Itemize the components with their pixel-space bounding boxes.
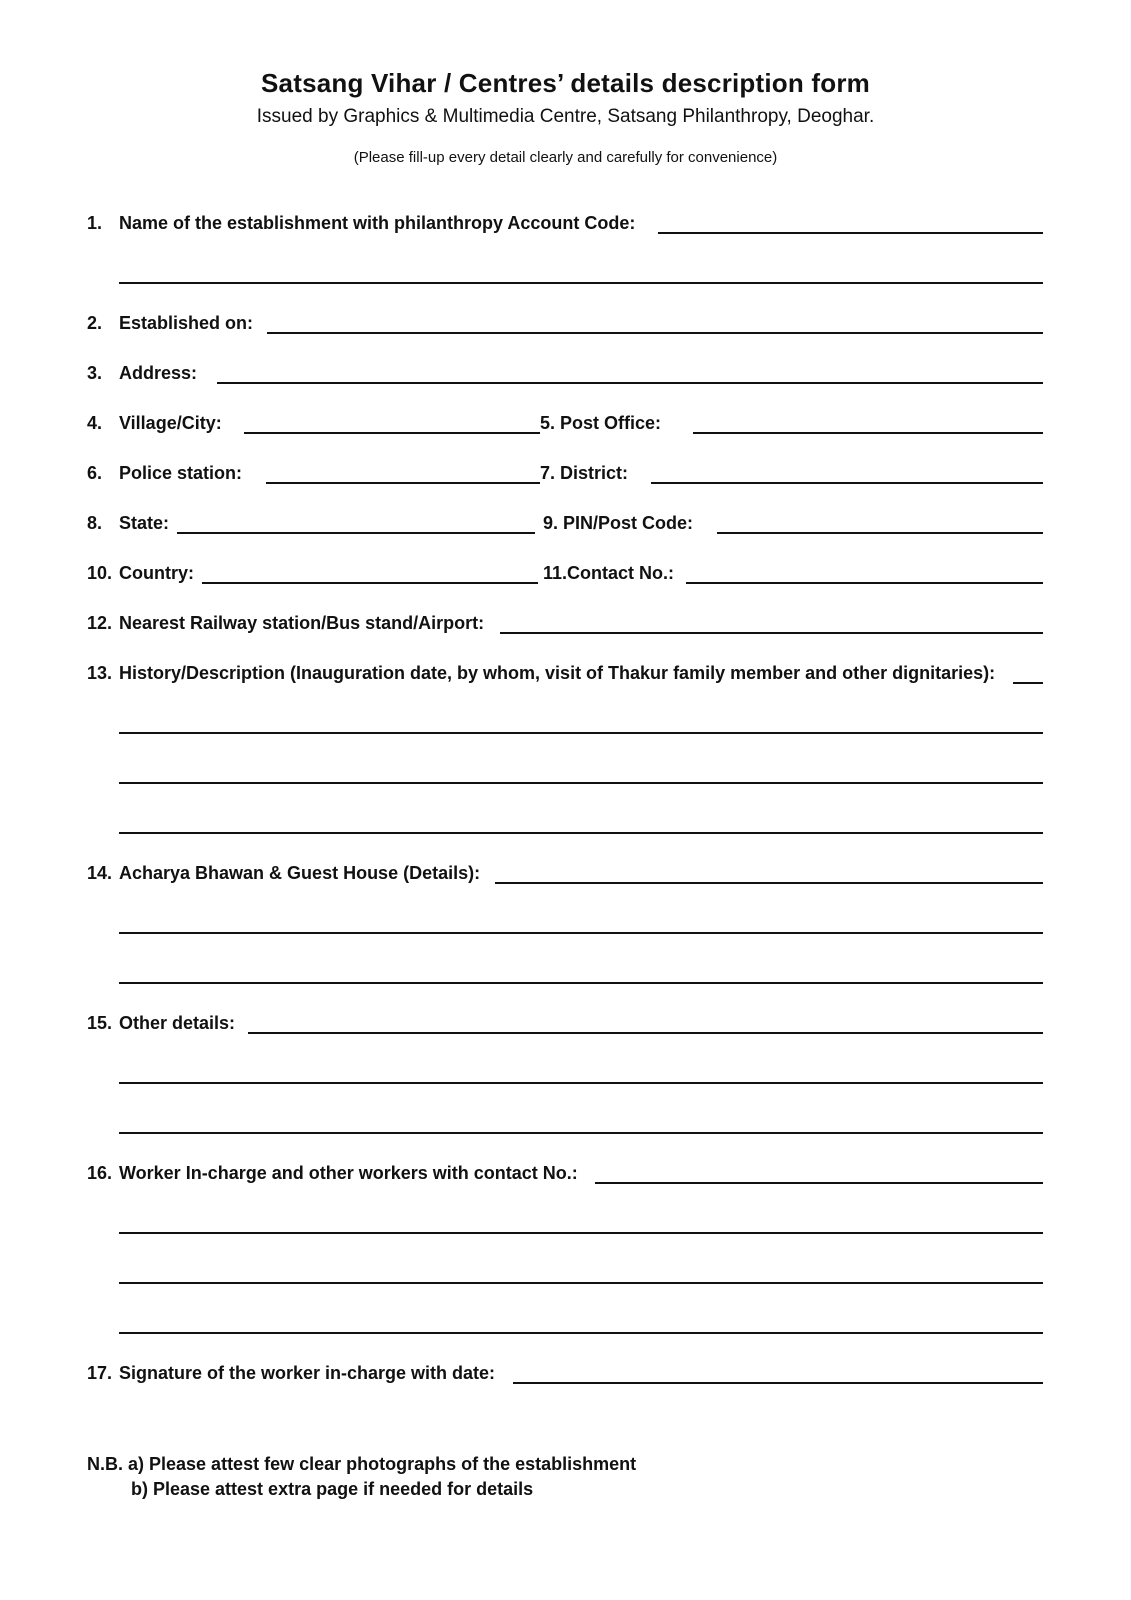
acharya-bhawan-blank[interactable]	[495, 882, 1043, 884]
field-17-signature	[87, 1363, 1065, 1387]
acharya-bhawan-blank-line-2[interactable]	[119, 932, 1043, 934]
field-12-nearest-transport	[87, 613, 1065, 637]
village-city-blank[interactable]	[244, 432, 540, 434]
field-number: 13.	[87, 663, 113, 683]
field-number: 10.	[87, 563, 113, 583]
address-blank[interactable]	[217, 382, 1043, 384]
other-details-blank-line-3[interactable]	[119, 1132, 1043, 1134]
nb-note-b: b) Please attest extra page if needed for details	[131, 1479, 534, 1499]
other-details-blank[interactable]	[248, 1032, 1043, 1034]
field-number: 6.	[87, 463, 103, 483]
history-blank[interactable]	[1013, 682, 1043, 684]
field-label: Address:	[119, 363, 198, 383]
contact-no-blank[interactable]	[686, 582, 1043, 584]
field-number: 8.	[87, 513, 103, 533]
establishment-name-blank[interactable]	[658, 232, 1043, 234]
field-2-established-on	[87, 313, 1065, 337]
form-instruction-note: (Please fill-up every detail clearly and carefully for convenience)	[353, 149, 778, 166]
field-number: 4.	[87, 413, 103, 433]
field-8-9-state-pin	[87, 513, 1065, 537]
workers-blank[interactable]	[595, 1182, 1043, 1184]
field-15-other-details	[87, 1013, 1065, 1037]
field-label: Established on:	[119, 313, 254, 333]
field-number: 12.	[87, 613, 113, 633]
other-details-blank-line-2[interactable]	[119, 1082, 1043, 1084]
signature-blank[interactable]	[513, 1382, 1043, 1384]
police-station-blank[interactable]	[266, 482, 540, 484]
established-on-blank[interactable]	[267, 332, 1043, 334]
village-city-label: Village/City:	[119, 413, 222, 433]
field-16-workers	[87, 1163, 1065, 1187]
field-label: History/Description (Inauguration date, by whom, visit of Thakur family member and other dignitaries):	[119, 663, 996, 683]
field-label: Name of the establishment with philanthropy Account Code:	[119, 213, 636, 233]
nb-note-a: N.B. a) Please attest few clear photographs of the establishment	[87, 1454, 637, 1474]
state-label: State:	[119, 513, 170, 533]
nearest-transport-blank[interactable]	[500, 632, 1043, 634]
workers-blank-line-4[interactable]	[119, 1332, 1043, 1334]
field-3-address	[87, 363, 1065, 387]
district-blank[interactable]	[651, 482, 1043, 484]
field-number: 2.	[87, 313, 103, 333]
pin-post-code-label: 9. PIN/Post Code:	[543, 513, 694, 533]
field-label: Other details:	[119, 1013, 236, 1033]
contact-no-label: 11.Contact No.:	[543, 563, 675, 583]
country-blank[interactable]	[202, 582, 538, 584]
state-blank[interactable]	[177, 532, 535, 534]
form-subtitle: Issued by Graphics & Multimedia Centre, Satsang Philanthropy, Deoghar.	[256, 106, 875, 127]
workers-blank-line-2[interactable]	[119, 1232, 1043, 1234]
history-blank-line-2[interactable]	[119, 732, 1043, 734]
acharya-bhawan-blank-line-3[interactable]	[119, 982, 1043, 984]
field-number: 17.	[87, 1363, 113, 1383]
field-number: 1.	[87, 213, 103, 233]
field-label: Acharya Bhawan & Guest House (Details):	[119, 863, 481, 883]
form-title: Satsang Vihar / Centres’ details description form	[261, 68, 870, 98]
post-office-blank[interactable]	[693, 432, 1043, 434]
history-blank-line-4[interactable]	[119, 832, 1043, 834]
police-station-label: Police station:	[119, 463, 243, 483]
field-14-acharya-bhawan	[87, 863, 1065, 887]
field-label: Worker In-charge and other workers with contact No.:	[119, 1163, 578, 1183]
district-label: 7. District:	[540, 463, 629, 483]
field-number: 3.	[87, 363, 103, 383]
establishment-name-blank-continued[interactable]	[119, 282, 1043, 284]
field-number: 14.	[87, 863, 113, 883]
field-10-11-country-contact	[87, 563, 1065, 587]
pin-post-code-blank[interactable]	[717, 532, 1043, 534]
country-label: Country:	[119, 563, 194, 583]
post-office-label: 5. Post Office:	[540, 413, 662, 433]
field-1-establishment-name	[87, 213, 1065, 237]
field-4-5-village-post-office	[87, 413, 1065, 437]
field-13-history-description	[87, 663, 1065, 687]
field-label: Signature of the worker in-charge with date:	[119, 1363, 496, 1383]
field-label: Nearest Railway station/Bus stand/Airport:	[119, 613, 485, 633]
field-number: 15.	[87, 1013, 113, 1033]
field-number: 16.	[87, 1163, 113, 1183]
field-6-7-police-district	[87, 463, 1065, 487]
history-blank-line-3[interactable]	[119, 782, 1043, 784]
workers-blank-line-3[interactable]	[119, 1282, 1043, 1284]
